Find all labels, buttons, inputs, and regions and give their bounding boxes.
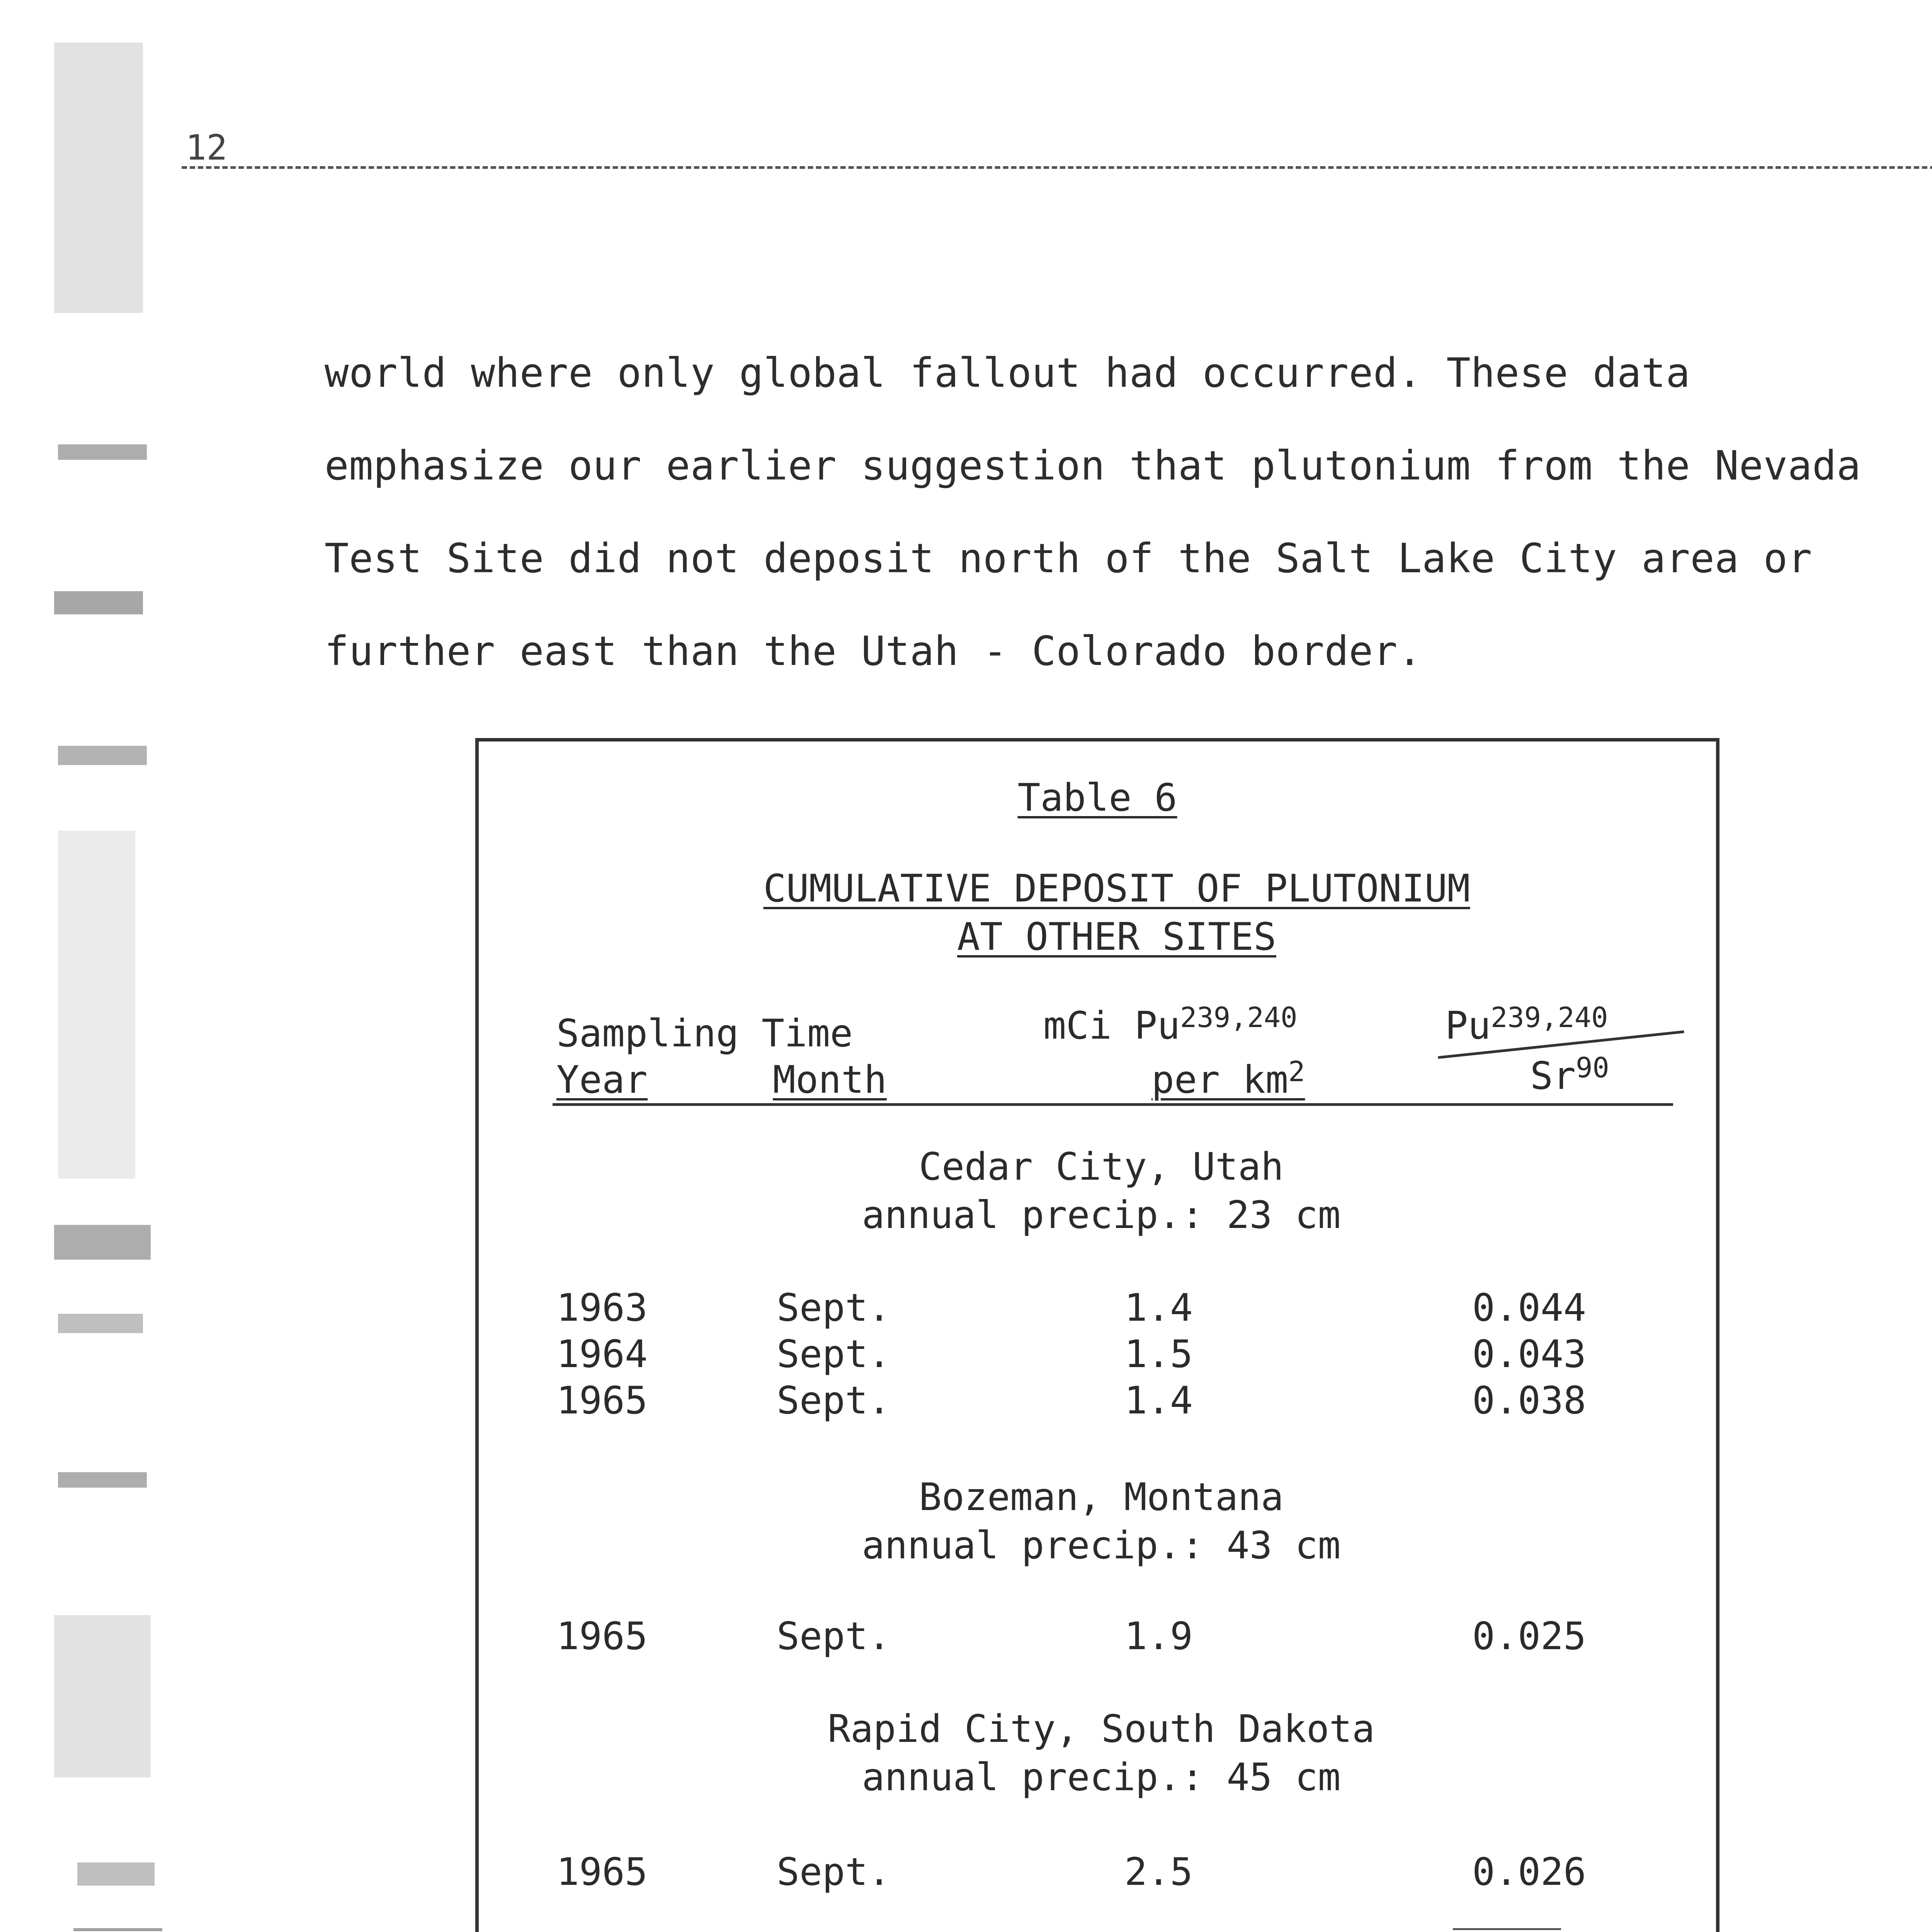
divider-mark [1453,1928,1561,1930]
cell-month: Sept. [777,1286,891,1330]
cell-year: 1965 [556,1379,648,1423]
cell-year: 1965 [556,1614,648,1658]
cell-year: 1965 [556,1850,648,1894]
header-deposit-unit-exponent: 2 [1288,1055,1305,1088]
site-precip: annual precip.: 45 cm [862,1755,1341,1799]
header-rule [182,166,1932,169]
cell-ratio: 0.038 [1472,1379,1587,1423]
cell-deposit: 1.4 [1124,1379,1193,1423]
site-precip: annual precip.: 43 cm [862,1524,1341,1568]
site-name: Rapid City, South Dakota [827,1707,1375,1751]
header-ratio-num-isotopes: 239,240 [1491,1001,1608,1034]
cell-month: Sept. [777,1379,891,1423]
header-ratio-den-text: Sr [1530,1054,1576,1098]
body-text-line: further east than the Utah - Colorado border. [325,628,1422,675]
cell-deposit: 1.4 [1124,1286,1193,1330]
header-sampling-time: Sampling Time [556,1012,853,1056]
header-deposit-unit-text: per km [1151,1058,1289,1102]
site-name: Cedar City, Utah [918,1145,1284,1189]
body-text-line: Test Site did not deposit north of the Salt Lake City area or [325,535,1812,582]
cell-month: Sept. [777,1614,891,1658]
body-text-line: emphasize our earlier suggestion that plutonium from the Nevada [325,442,1861,489]
header-ratio-denominator [1530,1051,1609,1098]
header-deposit-isotopes: 239,240 [1180,1001,1298,1034]
body-text-line: world where only global fallout had occurred. These data [325,349,1690,396]
site-name: Bozeman, Montana [918,1475,1284,1519]
cell-deposit: 1.5 [1124,1332,1193,1376]
cell-month: Sept. [777,1850,891,1894]
page-number: 12 [185,128,228,168]
header-deposit [1043,1001,1298,1048]
header-rule-line [553,1103,1673,1106]
header-deposit-unit [1151,1055,1305,1102]
header-month: Month [773,1058,887,1102]
cell-ratio: 0.026 [1472,1850,1587,1894]
cell-month: Sept. [777,1332,891,1376]
cell-ratio: 0.044 [1472,1286,1587,1330]
cell-deposit: 2.5 [1124,1850,1193,1894]
cell-deposit: 1.9 [1124,1614,1193,1658]
cell-year: 1963 [556,1286,648,1330]
header-ratio-den-isotope: 90 [1576,1051,1609,1084]
cell-year: 1964 [556,1332,648,1376]
table-number: Table 6 [1017,776,1177,820]
cell-ratio: 0.025 [1472,1614,1587,1658]
header-ratio-num-text: Pu [1445,1004,1491,1048]
header-year: Year [556,1058,648,1102]
table-title: CUMULATIVE DEPOSIT OF PLUTONIUM [763,867,1470,911]
table-subtitle: AT OTHER SITES [957,915,1277,959]
header-deposit-text: mCi Pu [1043,1004,1180,1048]
site-precip: annual precip.: 23 cm [862,1193,1341,1237]
cell-ratio: 0.043 [1472,1332,1587,1376]
